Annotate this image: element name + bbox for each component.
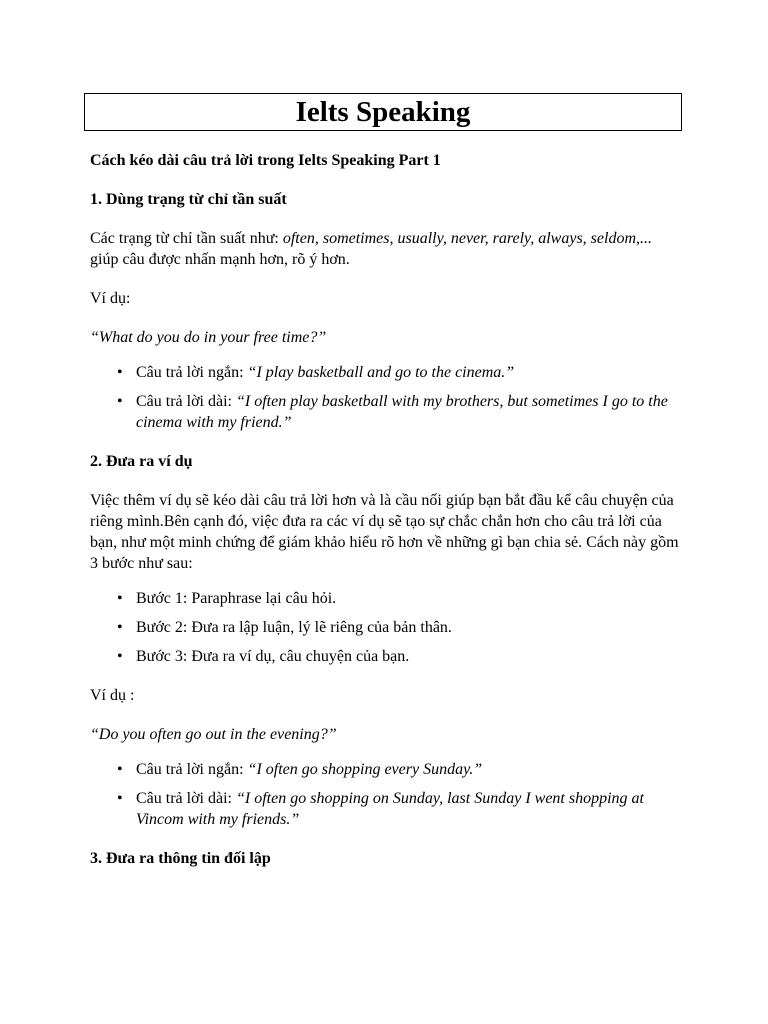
bullet-icon: • [117,393,123,410]
answer-text: “I often go shopping every Sunday.” [247,761,483,778]
section1-answer-list [90,362,680,433]
intro-adverbs: often, sometimes, usually, never, rarely, always, seldom,... [282,230,652,247]
section2-heading: 2. Đưa ra ví dụ [90,453,193,470]
section1-example-label: Ví dụ: [90,290,131,307]
section2-steps-list [90,588,680,667]
list-item [90,646,680,667]
section2-example-label: Ví dụ : [90,687,135,704]
step-text: Bước 3: Đưa ra ví dụ, câu chuyện của bạn. [136,648,410,665]
answer-label: Câu trả lời ngắn: [136,364,248,381]
list-item [90,759,680,780]
bullet-icon: • [117,790,123,807]
answer-label: Câu trả lời ngắn: [136,761,248,778]
section2-paragraph: Việc thêm ví dụ sẽ kéo dài câu trả lời hơn và là cầu nối giúp bạn bắt đầu kể câu chuyện của riêng mình.Bên cạnh đó, việc đưa ra các ví dụ sẽ tạo sự chắc chắn hơn cho câu trả lời của bạn, như một minh chứng để giám khảo hiểu rõ hơn về những gì bạn chia sẻ. Cách này gồm 3 bước như sau: [90,492,679,572]
section2-answer-list [90,759,680,830]
section1-question: “What do you do in your free time?” [90,329,327,346]
section1-heading: 1. Dùng trạng từ chỉ tần suất [90,191,287,208]
answer-text: “I often play basketball with my brothers, but sometimes I go to the cinema with my friend.” [136,393,668,431]
document-body [90,150,680,869]
list-item [90,362,680,383]
answer-label: Câu trả lời dài: [136,393,236,410]
list-item [90,788,680,830]
section2-question: “Do you often go out in the evening?” [90,726,337,743]
bullet-icon: • [117,590,123,607]
list-item [90,617,680,638]
list-item [90,391,680,433]
intro-prefix: Các trạng từ chỉ tần suất như: [90,230,283,247]
title-box [84,93,682,131]
bullet-icon: • [117,648,123,665]
intro-suffix: giúp câu được nhấn mạnh hơn, rõ ý hơn. [90,251,350,268]
step-text: Bước 1: Paraphrase lại câu hỏi. [136,590,337,607]
answer-text: “I play basketball and go to the cinema.” [247,364,515,381]
answer-text: “I often go shopping on Sunday, last Sunday I went shopping at Vincom with my friends.” [136,790,644,828]
list-item [90,588,680,609]
bullet-icon: • [117,761,123,778]
document-title: Ielts Speaking [295,95,471,128]
step-text: Bước 2: Đưa ra lập luận, lý lẽ riêng của bản thân. [136,619,452,636]
bullet-icon: • [117,364,123,381]
subtitle: Cách kéo dài câu trả lời trong Ielts Speaking Part 1 [90,152,441,169]
section3-heading: 3. Đưa ra thông tin đối lập [90,850,271,867]
answer-label: Câu trả lời dài: [136,790,236,807]
bullet-icon: • [117,619,123,636]
section1-intro [90,228,680,270]
